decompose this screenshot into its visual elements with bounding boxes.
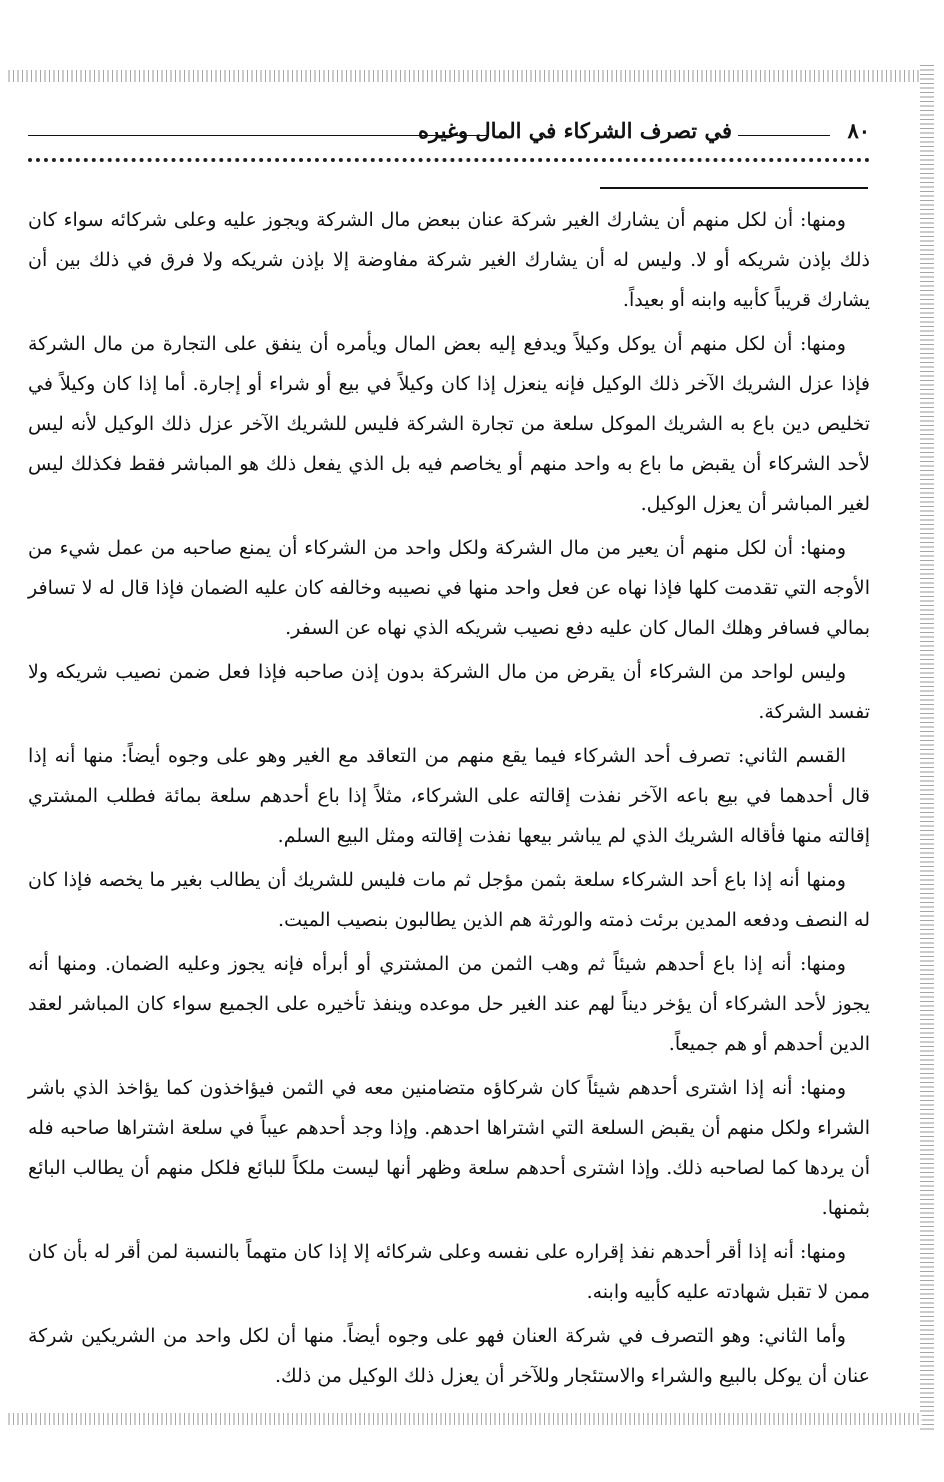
header-rule xyxy=(28,135,488,136)
section-rule xyxy=(600,187,868,189)
page-number: ٨٠ xyxy=(847,118,870,143)
paragraph: ومنها: أنه إذا اشترى أحدهم شيئاً كان شركاؤه متضامنين معه في الثمن فيؤاخذون كما يؤاخذ الذي باشر الشراء ولكل منهم أن يقبض السلعة التي اشتراها احدهم. وإذا وجد أحدهم عيباً في سلعة اشتراها صاحبه فله أن يردها كما لصاحبه ذلك. وإذا اشترى أحدهم سلعة وظهر أنها ليست ملكاً للبائع فلكل منهم أن يطالب البائع بثمنها. xyxy=(28,1077,870,1219)
body-text xyxy=(28,200,870,1400)
paragraph: القسم الثاني: تصرف أحد الشركاء فيما يقع منهم من التعاقد مع الغير وهو على وجوه أيضاً: منها أنه إذا قال أحدهما في بيع باعه الآخر نفذت إقالته على الشركاء، مثلاً إذا باع أحدهم سلعة بمائة فطلب المشتري إقالته منها فأقاله الشريك الذي لم يباشر بيعها نفذت إقالته ومثل البيع السلم. xyxy=(28,745,870,847)
top-ornamental-border xyxy=(8,70,922,82)
header-rule xyxy=(738,135,830,136)
paragraph: ومنها: أنه إذا باع أحدهم شيئاً ثم وهب الثمن من المشتري أو أبرأه فإنه يجوز وعليه الضمان. ومنها أنه يجوز لأحد الشركاء أن يؤخر ديناً لهم عند الغير حل موعده وينفذ تأخيره على الجميع سواء كان المباشر لعقد الدين أحدهم أو هم جميعاً. xyxy=(28,953,870,1055)
paragraph: ومنها أنه إذا باع أحد الشركاء سلعة بثمن مؤجل ثم مات فليس للشريك أن يطالب بغير ما يخصه فإذا كان له النصف ودفعه المدين برئت ذمته والورثة هم الذين يطالبون بنصيب الميت. xyxy=(28,869,870,931)
paragraph: ومنها: أنه إذا أقر أحدهم نفذ إقراره على نفسه وعلى شركائه إلا إذا كان متهماً بالنسبة لمن أقر له بأن كان ممن لا تقبل شهادته عليه كأبيه وابنه. xyxy=(28,1241,870,1303)
paragraph: وأما الثاني: وهو التصرف في شركة العنان فهو على وجوه أيضاً. منها أن لكل واحد من الشريكين شركة عنان أن يوكل بالبيع والشراء والاستئجار وللآخر أن يعزل ذلك الوكيل من ذلك. xyxy=(28,1325,870,1387)
paragraph: ومنها: أن لكل منهم أن يوكل وكيلاً ويدفع إليه بعض المال ويأمره أن ينفق على التجارة من مال الشركة فإذا عزل الشريك الآخر ذلك الوكيل فإنه ينعزل إذا كان وكيلاً في بيع أو شراء أو إجارة. أما إذا كان وكيلاً في تخليص دين باع به الشريك الموكل سلعة من تجارة الشركة فليس للشريك الآخر عزل ذلك الوكيل لأنه ليس لأحد الشركاء أن يقبض ما باع به واحد منهم أو يخاصم فيه بل الذي يفعل ذلك هو المباشر فقط فكذلك ليس لغير المباشر أن يعزل الوكيل. xyxy=(28,333,871,515)
paragraph: ومنها: أن لكل منهم أن يشارك الغير شركة عنان ببعض مال الشركة ويجوز عليه وعلى شركائه سواء كان ذلك بإذن شريكه أو لا. وليس له أن يشارك الغير شركة مفاوضة إلا بإذن شريكه ولا فرق في ذلك بين أن يشارك قريباً كأبيه وابنه أو بعيداً. xyxy=(28,209,870,311)
page-header xyxy=(28,118,870,148)
bottom-ornamental-border xyxy=(8,1413,922,1425)
paragraph: ومنها: أن لكل منهم أن يعير من مال الشركة ولكل واحد من الشركاء أن يمنع صاحبه من عمل شيء من الأوجه التي تقدمت كلها فإذا نهاه عن فعل واحد منها في نصيبه وخالفه كان عليه الضمان فإذا قال له لا تسافر بمالي فسافر وهلك المال كان عليه دفع نصيب شريكه الذي نهاه عن السفر. xyxy=(28,537,870,639)
right-ornamental-border xyxy=(920,64,934,1430)
header-dotted-divider xyxy=(28,158,870,162)
running-title: في تصرف الشركاء في المال وغيره xyxy=(418,118,732,143)
paragraph: وليس لواحد من الشركاء أن يقرض من مال الشركة بدون إذن صاحبه فإذا فعل ضمن نصيب شريكه ولا تفسد الشركة. xyxy=(28,661,870,723)
